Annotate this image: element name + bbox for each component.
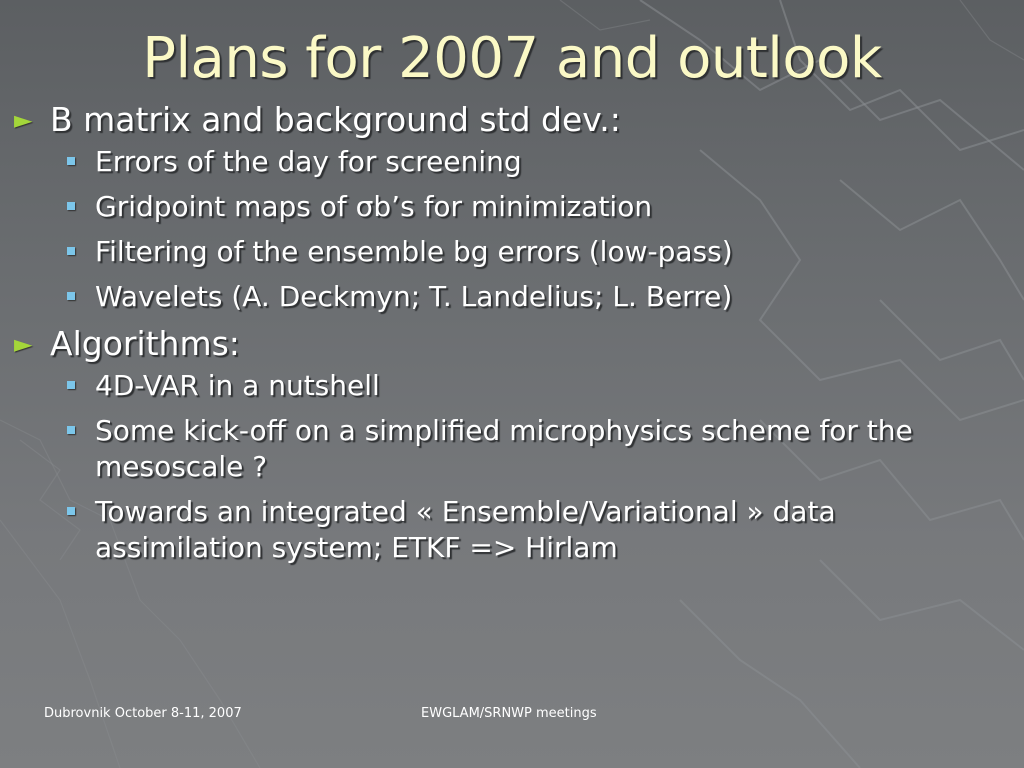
sub-bullet-filtering: [12, 234, 1012, 270]
sub-bullet-text: Towards an integrated « Ensemble/Variational » data assimilation system; ETKF => Hirlam: [95, 495, 836, 564]
sub-bullet-list: [12, 368, 1012, 566]
footer-date-location: Dubrovnik October 8-11, 2007: [44, 706, 242, 721]
triangle-arrow-icon: ►: [14, 106, 33, 134]
sub-bullet-text: Wavelets (A. Deckmyn; T. Landelius; L. Berre): [95, 280, 733, 313]
sub-bullet-4dvar: [12, 368, 1012, 404]
sub-bullet-text: Errors of the day for screening: [95, 145, 522, 178]
sub-bullet-text: Some kick-off on a simplified microphysics scheme for the mesoscale ?: [95, 414, 913, 483]
square-bullet-icon: [67, 292, 75, 300]
square-bullet-icon: [67, 381, 75, 389]
square-bullet-icon: [67, 157, 75, 165]
square-bullet-icon: [67, 247, 75, 255]
bullet-text: Algorithms:: [50, 324, 240, 363]
sub-bullet-ensemble-variational: [12, 494, 975, 566]
sub-bullet-text: Filtering of the ensemble bg errors (low-pass): [95, 235, 733, 268]
sub-bullet-errors-of-day: [12, 144, 1012, 180]
bullet-text: B matrix and background std dev.:: [50, 100, 621, 139]
square-bullet-icon: [67, 426, 75, 434]
sub-bullet-microphysics: [12, 413, 975, 485]
sub-bullet-gridpoint-maps: [12, 189, 1012, 225]
slide-title: Plans for 2007 and outlook: [142, 26, 882, 91]
footer-meeting-name: EWGLAM/SRNWP meetings: [421, 706, 597, 721]
triangle-arrow-icon: ►: [14, 330, 33, 358]
sub-bullet-wavelets: [12, 279, 1012, 315]
sub-bullet-text: Gridpoint maps of σb’s for minimization: [95, 190, 653, 223]
sub-bullet-text: 4D-VAR in a nutshell: [95, 369, 380, 402]
sub-bullet-list: [12, 144, 1012, 315]
bullet-list: [12, 100, 1012, 575]
bullet-b-matrix: [12, 100, 1012, 140]
square-bullet-icon: [67, 202, 75, 210]
bullet-algorithms: [12, 324, 1012, 364]
square-bullet-icon: [67, 507, 75, 515]
